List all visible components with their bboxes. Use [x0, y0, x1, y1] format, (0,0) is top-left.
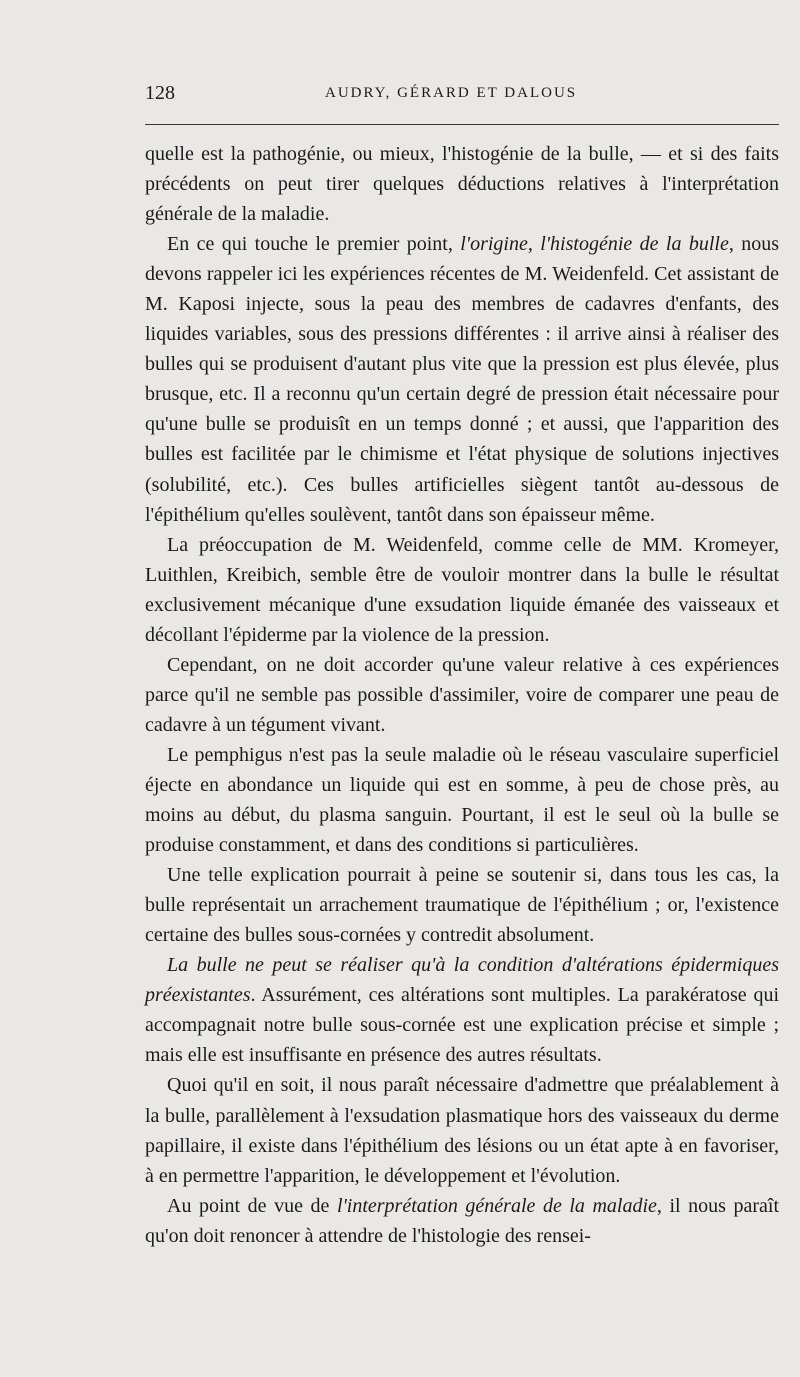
paragraph: Au point de vue de l'interprétation générale de la maladie, il nous paraît qu'on doit renoncer à attendre de l'histologie des rensei-	[145, 1194, 779, 1247]
paragraph: quelle est la pathogénie, ou mieux, l'histogénie de la bulle, — et si des faits précédents on peut tirer quelques déductions relatives à l'interprétation générale de la maladie.	[145, 143, 779, 226]
page-header	[145, 82, 779, 112]
paragraph: En ce qui touche le premier point, l'origine, l'histogénie de la bulle, nous devons rappeler ici les expériences récentes de M. Weidenfeld. Cet assistant de M. Kaposi injecte, sous la peau des membres de cadavres d'enfants, des liquides variables, sous des pressions différentes : il arrive ainsi à réaliser des bulles qui se produisent d'autant plus vite que la pression est plus élevée, plus brusque, etc. Il a reconnu qu'un certain degré de pression était nécessaire pour qu'une bulle se produisît en un temps donné ; et aussi, que l'apparition des bulles est facilitée par le chimisme et l'état physique de solutions injectives (solubilité, etc.). Ces bulles artificielles siègent tantôt au-dessous de l'épithélium qu'elles soulèvent, tantôt dans son épaisseur même.	[145, 233, 779, 526]
running-head: AUDRY, GÉRARD ET DALOUS	[325, 85, 578, 101]
body-text	[145, 139, 779, 1251]
italic-phrase: l'interprétation générale de la maladie	[336, 1194, 657, 1217]
page-number: 128	[145, 82, 175, 104]
paragraph: Cependant, on ne doit accorder qu'une valeur relative à ces expériences parce qu'il ne semble pas possible d'assimiler, voire de comparer une peau de cadavre à un tégument vivant.	[145, 653, 779, 736]
paragraph: Une telle explication pourrait à peine se soutenir si, dans tous les cas, la bulle représentait un arrachement traumatique de l'épithélium ; or, l'existence certaine des bulles sous-cornées y contredit absolument.	[145, 864, 779, 947]
paragraph: Quoi qu'il en soit, il nous paraît nécessaire d'admettre que préalablement à la bulle, parallèlement à l'exsudation plasmatique hors des vaisseaux du derme papillaire, il existe dans l'épithélium des lésions ou un état apte à en favoriser, à en permettre l'apparition, le développement et l'évolution.	[145, 1074, 779, 1187]
paragraph: La préoccupation de M. Weidenfeld, comme celle de MM. Kromeyer, Luithlen, Kreibich, semble être de vouloir montrer dans la bulle le résultat exclusivement mécanique d'une exsudation liquide émanée des vaisseaux et décollant l'épiderme par la violence de la pression.	[145, 533, 779, 646]
paragraph: La bulle ne peut se réaliser qu'à la condition d'altérations épidermiques préexistantes. Assurément, ces altérations sont multiples. La parakératose qui accompagnait notre bulle sous-cornée est une explication précise et simple ; mais elle est insuffisante en présence des autres résultats.	[145, 954, 779, 1067]
italic-phrase: La bulle ne peut se réaliser qu'à la condition d'altérations épidermiques préexistantes	[145, 954, 779, 1007]
paragraph: Le pemphigus n'est pas la seule maladie où le réseau vasculaire superficiel éjecte en abondance un liquide qui est en somme, à peu de chose près, au moins au début, du plasma sanguin. Pourtant, il est le seul où la bulle se produise constamment, et dans des conditions si particulières.	[145, 743, 779, 857]
header-rule	[145, 124, 779, 125]
italic-phrase: l'origine, l'histogénie de la bulle	[460, 233, 729, 256]
